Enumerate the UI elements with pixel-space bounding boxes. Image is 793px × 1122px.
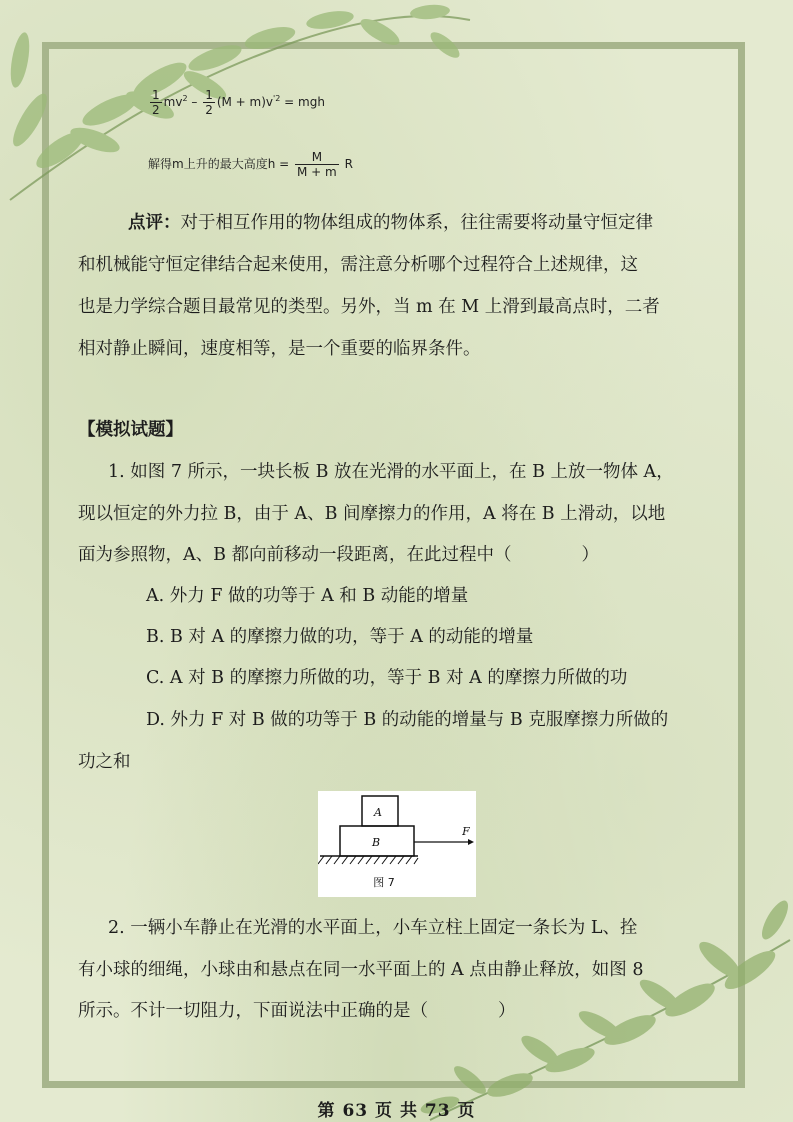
q1-option-c: C. A 对 B 的摩擦力所做的功，等于 B 对 A 的摩擦力所做的功 — [146, 668, 628, 688]
comment-line-3: 也是力学综合题目最常见的类型。另外，当 m 在 M 上滑到最高点时，二者 — [78, 297, 660, 317]
max-height-result: 解得m上升的最大高度h = $\frac{M}{M + m}$ R — [148, 150, 353, 179]
energy-equation: $\frac{1}{2}$ $mv^2$ – $\frac{1}{2}$ $(M + m)v^{'2}$ = mgh — [152, 88, 325, 117]
q2-line-3: 所示。不计一切阻力，下面说法中正确的是（ ） — [78, 1001, 516, 1021]
q1-option-d-continued: 功之和 — [78, 752, 131, 772]
figure-7 — [318, 791, 476, 897]
figure-7-caption: 图 7 — [373, 876, 395, 889]
q1-line-2: 现以恒定的外力拉 B，由于 A、B 间摩擦力的作用，A 将在 B 上滑动，以地 — [78, 504, 666, 524]
label-f: F — [462, 825, 470, 838]
q1-line-3: 面为参照物，A、B 都向前移动一段距离，在此过程中（ ） — [78, 545, 600, 565]
comment-label: 点评： — [128, 213, 181, 233]
q1-option-b: B. B 对 A 的摩擦力做的功，等于 A 的动能的增量 — [146, 627, 534, 647]
page-footer: 第 63 页 共 73 页 — [317, 1101, 476, 1121]
figure-7-diagram — [318, 791, 476, 897]
fraction-half: $\frac{1}{2}$ — [152, 88, 160, 117]
ground-hatch — [318, 856, 418, 864]
comment-line-4: 相对静止瞬间，速度相等，是一个重要的临界条件。 — [78, 339, 481, 359]
comment-line-2: 和机械能守恒定律结合起来使用，需注意分析哪个过程符合上述规律，这 — [78, 255, 638, 275]
section-title: 【模拟试题】 — [78, 420, 183, 440]
q2-line-2: 有小球的细绳，小球由和悬点在同一水平面上的 A 点由静止释放，如图 8 — [78, 960, 644, 980]
fraction-mass-ratio: $\frac{M}{M + m}$ — [297, 150, 337, 179]
label-a: A — [374, 806, 382, 819]
q2-line-1: 2. 一辆小车静止在光滑的水平面上，小车立柱上固定一条长为 L、拴 — [108, 918, 638, 938]
comment-line-1: 点评：对于相互作用的物体组成的物体系，往往需要将动量守恒定律 — [128, 213, 653, 233]
q1-option-d: D. 外力 F 对 B 做的功等于 B 的动能的增量与 B 克服摩擦力所做的 — [146, 710, 669, 730]
label-b: B — [371, 836, 381, 849]
force-arrow-head — [468, 839, 474, 845]
q1-option-a: A. 外力 F 做的功等于 A 和 B 动能的增量 — [146, 586, 469, 606]
q1-line-1: 1. 如图 7 所示，一块长板 B 放在光滑的水平面上，在 B 上放一物体 A， — [108, 462, 674, 482]
fraction-half: $\frac{1}{2}$ — [205, 88, 213, 117]
